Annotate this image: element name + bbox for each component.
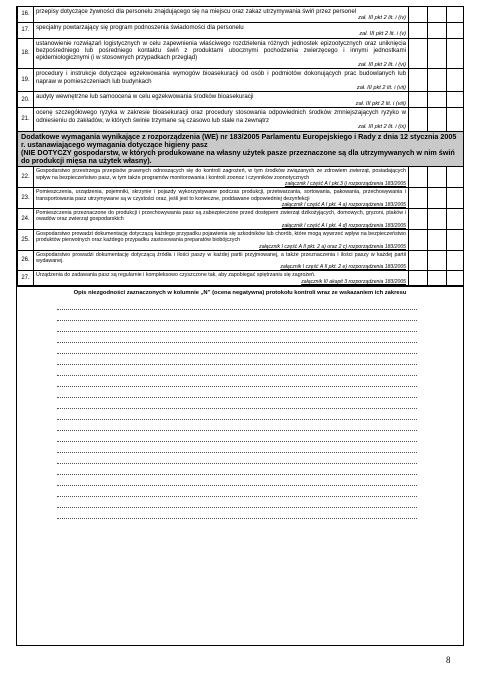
note-line[interactable] [57,365,417,376]
requirement-text: audyty wewnętrzne lub samoocena w celu egzekwowania środków bioasekuracji [36,93,254,101]
requirement-text: Pomieszczenia, urządzenia, pojemniki, skrzynie i pojazdy wykorzystywane podczas produkcji, przetwarzania, sortowania, pakowania, przechowywania i transportowania pasz utrzymywane są w czystości oraz, jeśli jest to konieczne, poddawane odpowiedniej dezynfekcji [36,189,406,202]
feed-hygiene-section-header [18,131,465,167]
requirement-text: Gospodarstwo prowadzi dokumentację dotyczącą każdego przypadku pojawienia się szkodników lub chorób, które mogą wywrzeć wpływ na bezpieczeństwo produktów pierwotnych oraz każdego przypadku zastosowania preparatów biobójczych [36,230,406,244]
note-line[interactable] [57,486,417,497]
legal-reference-text: załącznik I część A II pkt. 2 e) rozporządzenia 183/2005 [280,264,406,271]
note-line[interactable] [57,453,417,464]
row-number: 26. [18,250,34,271]
requirement-text: specjalny powtarzający się program podnoszenia świadomości dla personelu [36,23,244,31]
requirement-cell [34,167,409,188]
row-number: 17. [18,22,34,38]
assessment-cell-1[interactable] [409,7,428,22]
row-number: 27. [18,271,34,285]
checklist-row [18,7,465,22]
assessment-cell-1[interactable] [409,271,428,285]
legal-reference-text: zał. III pkt 2 lit. i (v) [359,31,406,38]
assessment-cell-1[interactable] [409,188,428,209]
checklist-row [18,22,465,38]
checklist-row [18,188,465,209]
assessment-cell-3[interactable] [447,167,465,188]
requirement-cell [34,229,409,250]
checklist-row [18,250,465,271]
assessment-cell-1[interactable] [409,22,428,38]
legal-reference-text: załącznik I część A I pkt.3 i) rozporządzenia 183/2005 [284,181,406,188]
row-number: 25. [18,229,34,250]
note-line[interactable] [57,354,417,365]
assessment-cell-1[interactable] [409,229,428,250]
assessment-cell-1[interactable] [409,92,428,108]
note-line[interactable] [57,442,417,453]
legal-reference [34,244,408,250]
requirement-cell [34,188,409,209]
note-line[interactable] [57,376,417,387]
checklist-row [18,271,465,285]
assessment-cell-1[interactable] [409,250,428,271]
note-line[interactable] [57,508,417,519]
legal-reference [34,279,408,285]
assessment-cell-3[interactable] [447,208,465,229]
assessment-cell-3[interactable] [447,229,465,250]
legal-reference [34,264,408,270]
legal-reference [34,101,408,107]
note-line[interactable] [57,464,417,475]
assessment-cell-2[interactable] [428,69,447,92]
note-line[interactable] [57,431,417,442]
assessment-cell-2[interactable] [428,108,447,131]
note-line[interactable] [57,321,417,332]
legal-reference [34,62,408,68]
legal-reference [34,31,408,37]
assessment-cell-2[interactable] [428,22,447,38]
legal-reference-text: zał. III pkt 2 lit. i (iv) [358,15,406,22]
checklist-row [18,167,465,188]
note-line[interactable] [57,343,417,354]
assessment-cell-3[interactable] [447,108,465,131]
assessment-cell-2[interactable] [428,38,447,69]
section-header-line2: (NIE DOTYCZY gospodarstw, w których produkowane na własny użytek pasze przeznaczone są dla utrzymywanych w nim świń do produkcji mięsa na użytek własny). [21,147,455,166]
checklist-table [17,7,464,286]
note-line[interactable] [57,409,417,420]
checklist-row [18,38,465,69]
requirement-cell [34,38,409,69]
legal-reference-text: zał. III pkt 2 lit. i (vii) [356,85,406,92]
row-number: 22. [18,167,34,188]
requirement-text: procedury i instrukcje dotyczące egzekwowania wymogów bioasekuracji od osób i podmiotów dokonujących prac budowlanych lub napraw w pomieszczeniach lub budynkach [36,70,406,85]
assessment-cell-3[interactable] [447,38,465,69]
page-number: 8 [446,655,451,665]
requirement-text: ustanowienie rozwiązań logistycznych w celu zapewnienia właściwego rozdzielenia różnych jednostek epizootycznych oraz uniknięcia bezpośredniego lub pośredniego kontaktu świń z produktami ubocznymi pochodzenia zwierzęcego i innymi jednostkami epidemiologicznymi (i w stosownych przypadkach przegląd) [36,39,406,62]
assessment-cell-3[interactable] [447,69,465,92]
row-number: 23. [18,188,34,209]
assessment-cell-2[interactable] [428,208,447,229]
legal-reference-text: załącznik III akapit 3 rozporządzenia 183/2005 [301,278,406,285]
legal-reference [34,202,408,208]
requirement-text: Gospodarstwo prowadzi dokumentację dotyczącą źródła i ilości paszy w każdej partii przyjmowanej, a także przeznaczenia i ilości paszy w każdej partii wydawanej. [36,251,406,264]
legal-reference-text: zał. III pkt 2 lit. i (viii) [355,100,406,107]
row-number: 20. [18,92,34,108]
requirement-cell [34,250,409,271]
requirement-cell [34,208,409,229]
requirement-text: przepisy dotyczące żywności dla personelu znajdującego się na miejscu oraz zakaz utrzymywania świń przez personel [36,8,357,15]
row-number: 19. [18,69,34,92]
legal-reference [34,15,408,21]
note-line[interactable] [57,497,417,508]
assessment-cell-3[interactable] [447,250,465,271]
assessment-cell-2[interactable] [428,188,447,209]
note-line[interactable] [57,420,417,431]
row-number: 16. [18,7,34,22]
assessment-cell-3[interactable] [447,188,465,209]
assessment-cell-1[interactable] [409,69,428,92]
requirement-cell [34,92,409,108]
requirement-text: Urządzenia do zadawania pasz są regularnie i kompleksowo czyszczone tak, aby zapobiegać spiętrzaniu się zagrożeń. [36,272,316,279]
requirement-cell [34,22,409,38]
row-number: 24. [18,208,34,229]
row-number: 18. [18,38,34,69]
requirement-cell [34,271,409,285]
checklist-row [18,208,465,229]
assessment-cell-2[interactable] [428,250,447,271]
notes-title: Opis niezgodności zaznaczonych w kolumnie „N” (ocena negatywna) protokołu kontroli wraz ze wskazaniem ich zakresu [73,289,407,296]
requirement-cell [34,108,409,131]
requirement-cell [34,7,409,22]
note-line[interactable] [57,398,417,409]
assessment-cell-1[interactable] [409,167,428,188]
assessment-cell-1[interactable] [409,108,428,131]
note-line[interactable] [57,475,417,486]
nonconformity-notes [17,286,463,519]
assessment-cell-3[interactable] [447,22,465,38]
legal-reference [34,223,408,229]
legal-reference [34,124,408,130]
legal-reference [34,85,408,91]
legal-reference-text: załącznik I część A I pkt. 4 d) rozporządzenia 183/2005 [281,222,406,229]
assessment-cell-2[interactable] [428,7,447,22]
assessment-cell-3[interactable] [447,92,465,108]
requirement-text: Gospodarstwo przestrzega przepisów prawnych odnoszących się do kontroli zagrożeń, w tym środków związanych ze zdrowiem zwierząt, posiadających wpływ na bezpieczeństwo pasz, w tym także programów monitorowania i kontroli zoonoz i czynników zoonotycznych [36,168,406,181]
legal-reference-text: zał. III pkt 2 lit. i (ix) [358,124,406,131]
inspection-form [16,6,464,646]
note-line[interactable] [57,387,417,398]
section-header-line1: Dodatkowe wymagania wynikające z rozporządzenia (WE) nr 183/2005 Parlamentu Europejskiego i Rady z dnia 12 stycznia 2005 r. ustanawiającego wymagania dotyczące higieny pasz [21,131,457,149]
legal-reference-text: załącznik I część A II pkt. 2 a) oraz 2 c) rozporządzenia 183/2005 [259,243,406,250]
checklist-row [18,92,465,108]
requirement-cell [34,69,409,92]
requirement-text: ocenę szczegółowego ryzyka w zakresie bioasekuracji oraz procedury stosowania odpowiednich środków zmniejszających ryzyko w odniesieniu do zakładów, w których świnie trzymane są czasowo lub stale na zewnątrz [36,109,406,124]
note-line[interactable] [57,332,417,343]
assessment-cell-3[interactable] [447,271,465,285]
assessment-cell-1[interactable] [409,208,428,229]
assessment-cell-2[interactable] [428,167,447,188]
assessment-cell-2[interactable] [428,229,447,250]
assessment-cell-3[interactable] [447,7,465,22]
requirement-text: Pomieszczenia przeznaczone do produkcji i przechowywania pasz są zabezpieczone przed dostępem zwierząt dzikożyjących, domowych, gryzoni, ptaków i owadów oraz zwierząt gospodarskich [36,209,406,223]
legal-reference-text: załącznik I część A I pkt. 4 a) rozporządzenia 183/2005 [281,201,406,208]
assessment-cell-1[interactable] [409,38,428,69]
checklist-row [18,229,465,250]
checklist-row [18,69,465,92]
notes-lines [17,299,463,519]
legal-reference [34,181,408,187]
legal-reference-text: zał. III pkt 2 lit. i (vi) [358,61,406,68]
row-number: 21. [18,108,34,131]
assessment-cell-2[interactable] [428,271,447,285]
checklist-row [18,108,465,131]
note-line[interactable] [57,299,417,310]
note-line[interactable] [57,310,417,321]
assessment-cell-2[interactable] [428,92,447,108]
